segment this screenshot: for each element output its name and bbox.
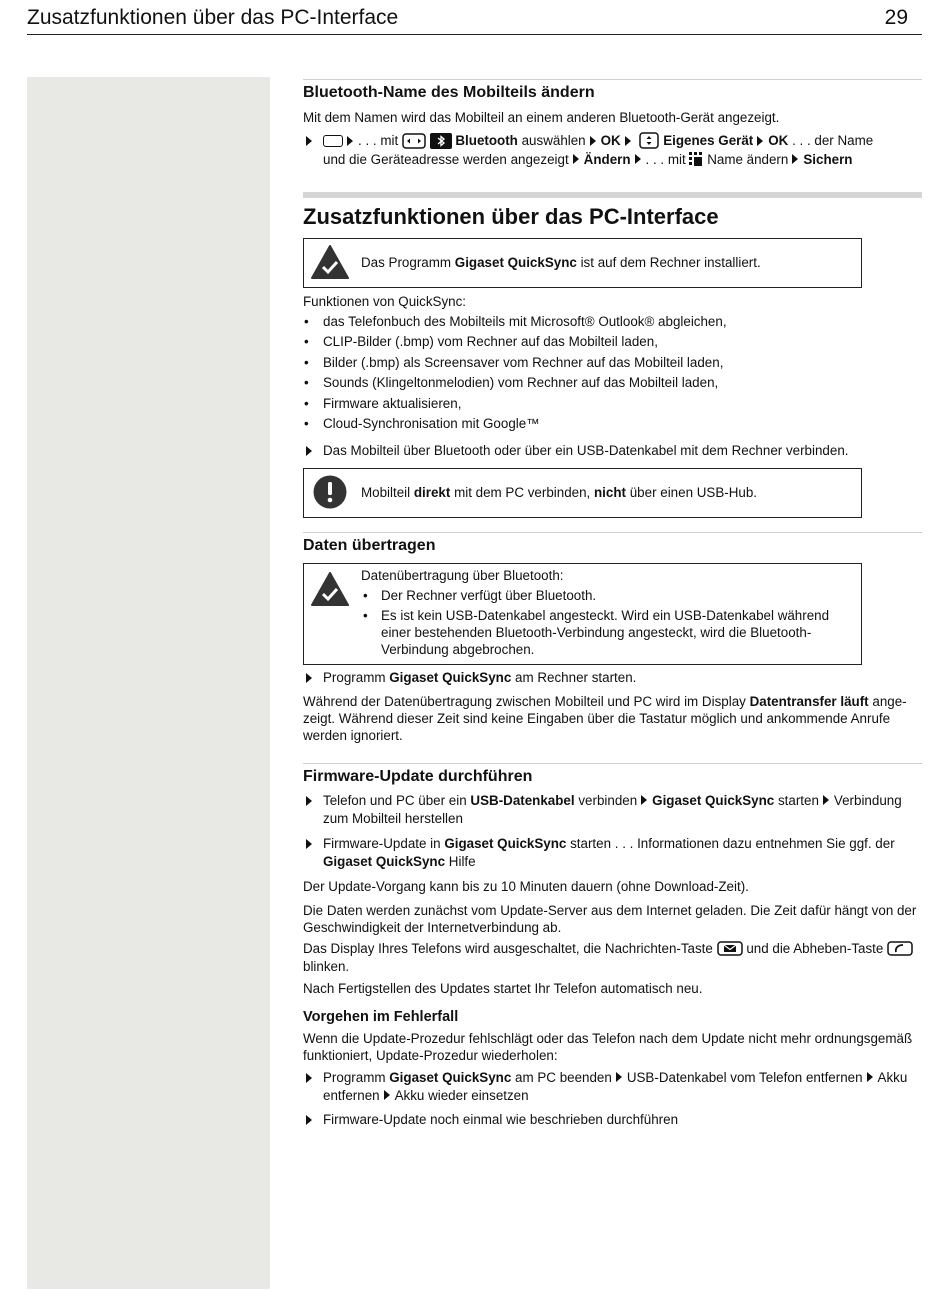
arrow-icon xyxy=(757,136,763,146)
section-divider xyxy=(303,763,922,764)
firmware-paragraph: Nach Fertigstellen des Updates startet Ihr Telefon automatisch neu. xyxy=(303,981,703,996)
keypad-icon xyxy=(689,151,703,167)
prerequisite-note xyxy=(303,238,862,288)
header-rule xyxy=(27,34,922,35)
firmware-paragraph: Der Update-Vorgang kann bis zu 10 Minuten dauern (ohne Download-Zeit). xyxy=(303,879,749,894)
start-program-step: Programm Gigaset QuickSync am Rechner starten. xyxy=(303,669,921,687)
bluetooth-name-step: . . . mit Bluetooth auswählen OK Eigenes Gerät OK . . . der Name und die Geräteadresse werden angezeigt Ändern . . . mit Name ändern Sichern xyxy=(303,132,921,169)
step-arrow-icon xyxy=(306,446,312,456)
step-arrow-icon xyxy=(306,796,312,806)
list-item: • Bilder (.bmp) als Screensaver vom Rechner auf das Mobilteil laden, xyxy=(303,353,918,373)
arrow-icon xyxy=(347,136,353,146)
prerequisite-text: Das Programm Gigaset QuickSync ist auf dem Rechner installiert. xyxy=(361,255,761,270)
nav-key-icon xyxy=(639,132,659,149)
bluetooth-icon xyxy=(430,133,452,149)
section-divider xyxy=(303,532,922,533)
arrow-icon xyxy=(590,136,596,146)
bluetooth-name-heading: Bluetooth-Name des Mobilteils ändern xyxy=(303,84,595,101)
warning-text: Mobilteil direkt mit dem PC verbinden, nicht über einen USB-Hub. xyxy=(361,485,758,500)
firmware-step-start: Firmware-Update in Gigaset QuickSync starten . . . Informationen dazu entnehmen Sie ggf. der Gigaset QuickSync Hilfe xyxy=(303,835,921,871)
list-item: • Cloud-Synchronisation mit Google™ xyxy=(303,414,918,434)
error-case-heading: Vorgehen im Fehlerfall xyxy=(303,1009,459,1025)
list-item: • Firmware aktualisieren, xyxy=(303,394,918,414)
list-item: • das Telefonbuch des Mobilteils mit Microsoft® Outlook® abgleichen, xyxy=(303,312,918,332)
firmware-paragraph: Die Daten werden zunächst vom Update-Server aus dem Internet geladen. Die Zeit dafür hängt von der Geschwindigkeit der Internetverbindung ab. xyxy=(303,903,917,935)
section-divider-thick xyxy=(303,192,922,198)
exclamation-icon xyxy=(311,475,349,509)
arrow-icon xyxy=(635,154,641,164)
data-transfer-paragraph: Während der Datenübertragung zwischen Mobilteil und PC wird im Display Datentransfer läuft ange-zeigt. Während dieser Zeit sind keine Eingaben über die Tastatur möglich und ankommende Anrufe werden ignoriert. xyxy=(303,694,907,743)
step-arrow-icon xyxy=(306,839,312,849)
message-key-icon xyxy=(717,941,743,956)
functions-label: Funktionen von QuickSync: xyxy=(303,294,467,309)
arrow-icon xyxy=(573,154,579,164)
step-arrow-icon xyxy=(306,1115,312,1125)
talk-key-icon xyxy=(887,941,913,956)
list-item: • Der Rechner verfügt über Bluetooth. xyxy=(363,588,597,603)
list-item: • CLIP-Bilder (.bmp) vom Rechner auf das Mobilteil laden, xyxy=(303,332,918,352)
warning-check-icon xyxy=(311,572,349,606)
arrow-icon xyxy=(867,1072,873,1082)
bluetooth-transfer-note xyxy=(303,563,862,665)
list-item: • Es ist kein USB-Datenkabel angesteckt. Wird ein USB-Datenkabel während einer bestehenden Bluetooth-Verbindung angesteckt, wird die Bluetooth-Verbindung abgebrochen. xyxy=(363,608,830,657)
arrow-icon xyxy=(792,154,798,164)
warning-note xyxy=(303,468,862,518)
page-number: 29 xyxy=(884,6,908,29)
error-step-repeat: Firmware-Update noch einmal wie beschrieben durchführen xyxy=(303,1111,921,1129)
firmware-update-heading: Firmware-Update durchführen xyxy=(303,768,533,785)
warning-check-icon xyxy=(311,245,349,279)
functions-list xyxy=(303,312,918,434)
bluetooth-transfer-text: Datenübertragung über Bluetooth: • Der Rechner verfügt über Bluetooth. • Es ist kein USB-Datenkabel angesteckt. Wird ein USB-Datenkabel während einer bestehenden Bluetooth-Verbindung angesteckt, wird die Bluetooth-Verbindung abgebrochen. xyxy=(361,567,851,658)
step-arrow-icon xyxy=(306,1073,312,1083)
error-step-restart: Programm Gigaset QuickSync am PC beenden USB-Datenkabel vom Telefon entfernen Akku entfernen Akku wieder einsetzen xyxy=(303,1069,921,1105)
arrow-icon xyxy=(616,1072,622,1082)
firmware-paragraph: Das Display Ihres Telefons wird ausgeschaltet, die Nachrichten-Taste und die Abheben-Taste blinken. xyxy=(303,940,918,975)
page-header-title: Zusatzfunktionen über das PC-Interface xyxy=(27,6,399,29)
data-transfer-heading: Daten übertragen xyxy=(303,537,436,554)
arrow-icon xyxy=(823,795,829,805)
nav-key-icon xyxy=(402,133,426,149)
pc-interface-heading: Zusatzfunktionen über das PC-Interface xyxy=(303,204,719,229)
step-arrow-icon xyxy=(306,673,312,683)
connect-step: Das Mobilteil über Bluetooth oder über ein USB-Datenkabel mit dem Rechner verbinden. xyxy=(303,442,921,460)
section-divider xyxy=(303,79,922,80)
step-arrow-icon xyxy=(306,136,312,146)
list-item: • Sounds (Klingeltonmelodien) vom Rechner auf das Mobilteil laden, xyxy=(303,373,918,393)
arrow-icon xyxy=(384,1090,390,1100)
bluetooth-name-intro: Mit dem Namen wird das Mobilteil an einem anderen Bluetooth-Gerät angezeigt. xyxy=(303,110,780,125)
error-case-intro: Wenn die Update-Prozedur fehlschlägt oder das Telefon nach dem Update nicht mehr ordnungsgemäß funktioniert, Update-Prozedur wiederholen: xyxy=(303,1031,913,1063)
arrow-icon xyxy=(625,136,631,146)
firmware-step-connect: Telefon und PC über ein USB-Datenkabel verbinden Gigaset QuickSync starten Verbindung zum Mobilteil herstellen xyxy=(303,792,921,828)
arrow-icon xyxy=(641,795,647,805)
sidebar-panel xyxy=(27,77,270,1289)
menu-key-icon xyxy=(323,135,343,147)
